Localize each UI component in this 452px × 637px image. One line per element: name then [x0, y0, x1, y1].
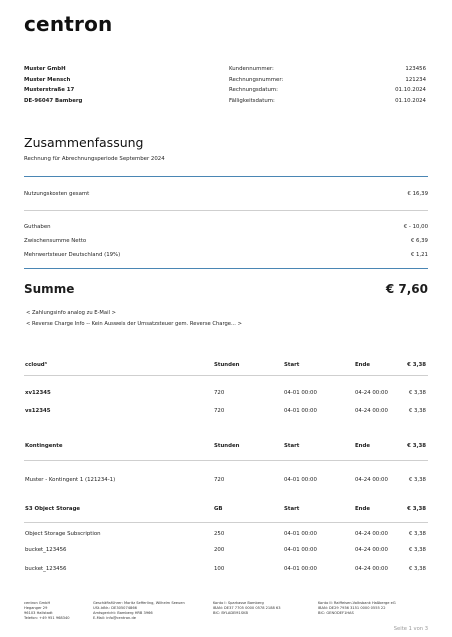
credit-label: Guthaben	[24, 224, 51, 230]
table-header	[24, 362, 428, 372]
cell: € 3,38	[408, 477, 426, 483]
divider	[24, 210, 428, 211]
table-row	[24, 531, 428, 541]
footer-line: Konto II: Raiffeisen-Volksbank Haßberge eG	[318, 601, 396, 605]
header-cell: € 3,38	[407, 362, 426, 368]
address-line: Musterstraße 17	[24, 87, 75, 94]
cell: 100	[214, 566, 225, 572]
cell: 04-01 00:00	[284, 477, 317, 483]
footer-line: Telefon: +49 951 968340	[24, 616, 70, 620]
divider	[24, 176, 428, 177]
footer-line: IBAN: DE29 7936 3151 0000 0555 22	[318, 606, 386, 610]
credit-value: € - 10,00	[403, 224, 428, 230]
footer-line: USt-IdNr.: DE305074866	[93, 606, 137, 610]
cell: vs12345	[25, 408, 51, 414]
summary-subtitle: Rechnung für Abrechnungsperiode September 2024	[24, 156, 165, 162]
header-cell: Stunden	[214, 443, 240, 449]
total-label: Summe	[24, 282, 75, 296]
table-header	[24, 506, 428, 516]
footer-line: Heganger 29	[24, 606, 48, 610]
meta-label: Kundennummer:	[229, 66, 274, 72]
footer-line: Amtsgericht: Bamberg HRB 3966	[93, 611, 153, 615]
cell: 720	[214, 390, 225, 396]
cell: € 3,38	[408, 408, 426, 414]
address-line: Muster Mensch	[24, 76, 71, 83]
usage-value: € 16,39	[407, 191, 428, 197]
address-line: DE-96047 Bamberg	[24, 97, 83, 104]
cell: 200	[214, 547, 225, 553]
table-row	[24, 390, 428, 400]
meta-row	[229, 64, 426, 75]
meta-label: Rechnungsdatum:	[229, 87, 279, 94]
usage-row	[24, 191, 428, 197]
table-row	[24, 566, 428, 576]
payment-info-note: < Zahlungsinfo analog zu E-Mail >	[26, 310, 116, 316]
cell: 04-24 00:00	[355, 477, 388, 483]
meta-row	[229, 96, 426, 107]
cell: 04-24 00:00	[355, 547, 388, 553]
meta-value: 123456	[405, 66, 426, 72]
footer-line: BIC: GENODEF1HAS	[318, 611, 354, 615]
meta-value: 01.10.2024	[395, 87, 426, 94]
cell: 04-24 00:00	[355, 531, 388, 537]
invoice-meta	[229, 64, 426, 106]
divider	[24, 268, 428, 269]
cell: xv12345	[25, 390, 51, 396]
cell: 04-24 00:00	[355, 566, 388, 572]
footer-company	[24, 601, 70, 621]
cell: 04-01 00:00	[284, 390, 317, 396]
usage-label: Nutzungskosten gesamt	[24, 191, 90, 197]
cell: 04-01 00:00	[284, 566, 317, 572]
footer-line: Konto I: Sparkasse Bamberg	[213, 601, 264, 605]
header-cell: Start	[284, 506, 300, 512]
total-row	[24, 282, 428, 296]
meta-value: 01.10.2024	[395, 97, 426, 104]
subtotal-label: Zwischensumme Netto	[24, 238, 87, 244]
header-cell: Start	[284, 443, 300, 449]
header-cell: Stunden	[214, 362, 240, 368]
table-row	[24, 477, 428, 487]
vat-label: Mehrwertsteuer Deutschland (19%)	[24, 252, 121, 258]
cell: 720	[214, 477, 225, 483]
header-cell: ccloud³	[25, 362, 47, 368]
header-cell: Ende	[355, 362, 371, 368]
header-cell: Ende	[355, 443, 371, 449]
cell: 04-24 00:00	[355, 390, 388, 396]
footer-bank-1	[213, 601, 281, 616]
header-cell: Start	[284, 362, 300, 368]
address-line: Muster GmbH	[24, 66, 66, 72]
footer-line: 96103 Hallstadt	[24, 611, 53, 615]
vat-row	[24, 252, 428, 258]
cell: € 3,38	[408, 566, 426, 572]
page-number: Seite 1 von 3	[393, 626, 428, 632]
footer-bank-2	[318, 601, 396, 616]
meta-row	[229, 75, 426, 86]
table-header	[24, 443, 428, 453]
cell: bucket_123456	[25, 566, 67, 572]
reverse-charge-note: < Reverse Charge Info -- Kein Ausweis der Umsatzsteuer gem. Reverse Charge... >	[26, 321, 242, 327]
footer-line: centron GmbH	[24, 601, 51, 605]
header-cell: Ende	[355, 506, 371, 512]
footer-line: E-Mail: info@centron.de	[93, 616, 136, 620]
cell: 04-01 00:00	[284, 547, 317, 553]
cell: bucket_123456	[25, 547, 67, 553]
total-value: € 7,60	[385, 282, 428, 296]
divider	[24, 460, 428, 461]
header-cell: Kontingente	[25, 443, 63, 449]
footer-line: BIC: BYLADEM1SKB	[213, 611, 248, 615]
cell: Object Storage Subscription	[25, 531, 101, 537]
company-logo: centron	[24, 12, 113, 36]
cell: 720	[214, 408, 225, 414]
cell: € 3,38	[408, 531, 426, 537]
header-cell: € 3,38	[407, 443, 426, 449]
cell: Muster - Kontingent 1 (121234-1)	[25, 477, 116, 483]
subtotal-value: € 6,39	[410, 238, 428, 244]
cell: 04-01 00:00	[284, 408, 317, 414]
divider	[24, 375, 428, 376]
meta-label: Rechnungsnummer:	[229, 76, 284, 83]
meta-row	[229, 85, 426, 96]
summary-title: Zusammenfassung	[24, 135, 144, 150]
table-row	[24, 408, 428, 418]
cell: 04-01 00:00	[284, 531, 317, 537]
meta-value: 121234	[405, 76, 426, 83]
table-row	[24, 547, 428, 557]
header-cell: € 3,38	[407, 506, 426, 512]
meta-label: Fälligkeitsdatum:	[229, 97, 275, 104]
footer-line: IBAN: DE37 7705 0000 0578 2188 63	[213, 606, 281, 610]
cell: 250	[214, 531, 225, 537]
subtotal-row	[24, 238, 428, 244]
cell: € 3,38	[408, 390, 426, 396]
credit-row	[24, 224, 428, 230]
footer-management	[93, 601, 185, 621]
header-cell: S3 Object Storage	[25, 506, 81, 512]
vat-value: € 1,21	[410, 252, 428, 258]
header-cell: GB	[214, 506, 223, 512]
recipient-address	[24, 64, 82, 106]
footer-line: Geschäftsführer: Moritz Sefferling, Wilhelm Seeuen	[93, 601, 185, 605]
cell: 04-24 00:00	[355, 408, 388, 414]
cell: € 3,38	[408, 547, 426, 553]
divider	[24, 522, 428, 523]
